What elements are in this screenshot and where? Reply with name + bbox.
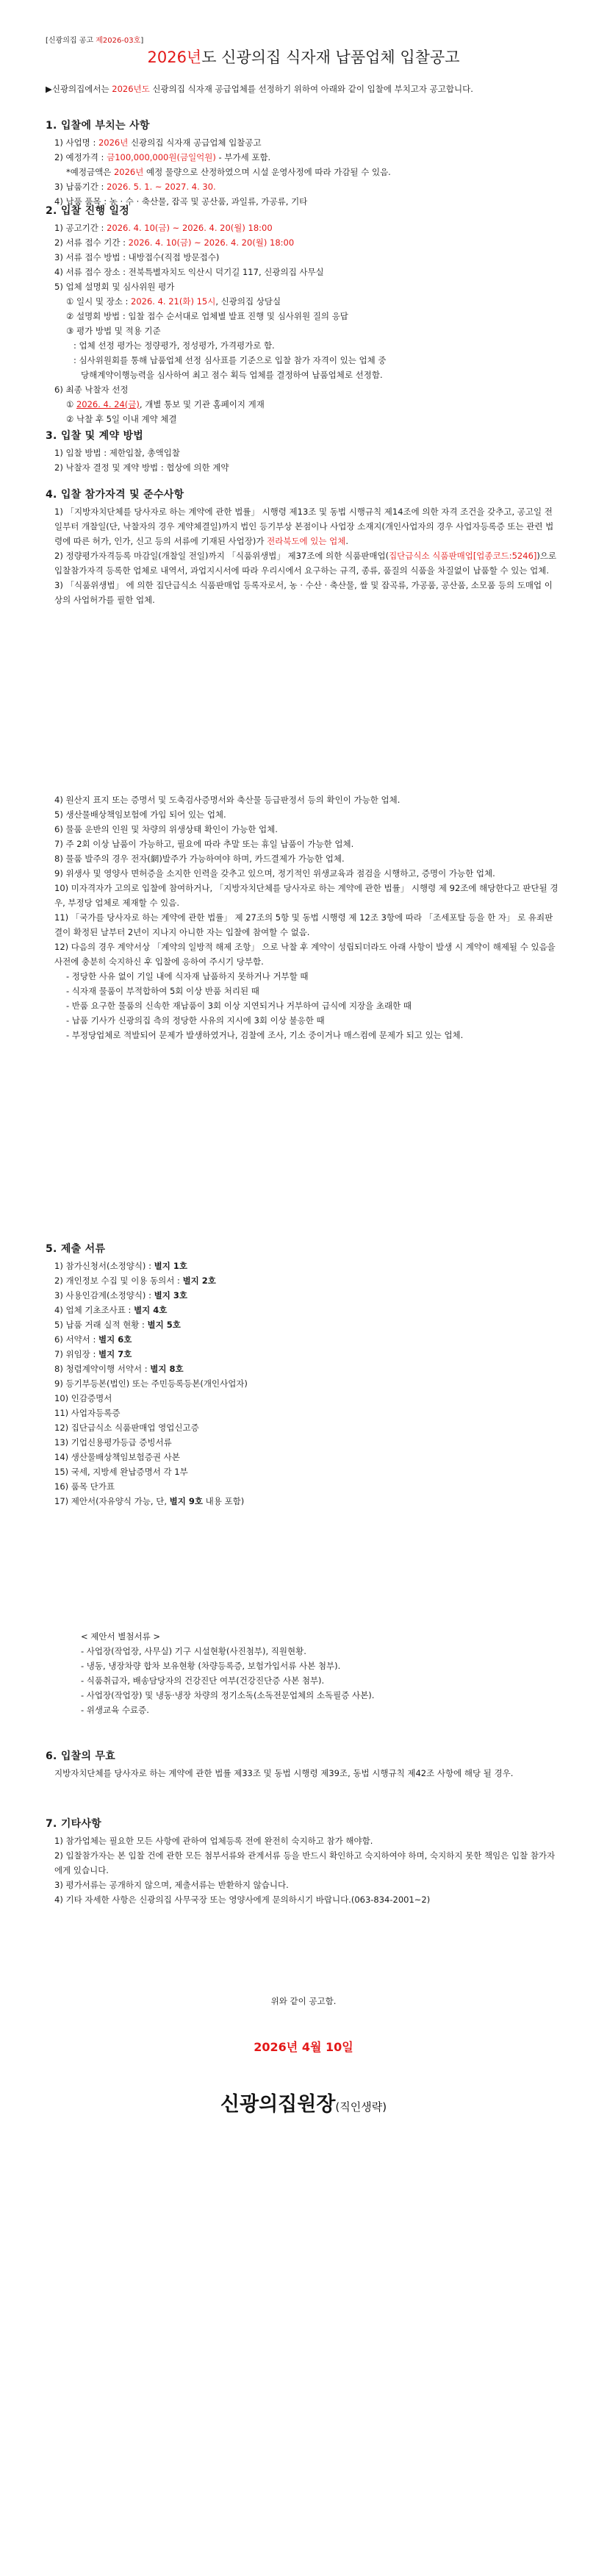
submission-item <box>46 1303 560 1317</box>
submission-item <box>46 1288 560 1303</box>
submission-item <box>46 1450 560 1464</box>
submission-item <box>46 1317 560 1332</box>
submission-item-name: 16) 품목 단가표 <box>54 1481 115 1492</box>
annex-line-5: - 위생교육 수료증. <box>81 1705 149 1715</box>
notice-code-number: 제2026-03호 <box>96 37 141 45</box>
intro-text-a: ▶신광의집에서는 <box>46 84 112 94</box>
submission-item-name: 2) 개인정보 수집 및 이용 동의서 : <box>54 1276 183 1286</box>
s4-para-7: 7) 주 2회 이상 납품이 가능하고, 필요에 따라 추말 또는 휴일 납품이 가능한 업체. <box>54 839 354 849</box>
title-text: 도 신광의집 식자재 납품업체 입찰공고 <box>201 49 460 66</box>
s4-para-3: 3) 「식품위생법」 에 의한 집단급식소 식품판매업 등록자로서, 농 · 수산 · 축산물, 쌀 및 잡곡류, 가공품, 공산품, 소모품 등의 도매업 이상의 사업허가를 필한 업체. <box>54 580 553 605</box>
submission-item <box>46 1362 560 1376</box>
section-title: 2. 입찰 진행 일정 <box>46 205 130 217</box>
submission-item-form: 별지 2호 <box>182 1276 216 1286</box>
s6-para-1: 지방자치단체를 당사자로 하는 계약에 관한 법률 제33조 및 동법 시행령 제39조, 동법 시행규칙 제42조 사항에 해당 될 경우. <box>54 1768 514 1778</box>
annex-block <box>46 1629 560 1717</box>
s7-line-1: 1) 참가업체는 필요한 모든 사항에 관하여 업체등록 전에 완전히 숙지하고 참가 해야함. <box>54 1836 373 1846</box>
section-title: 5. 제출 서류 <box>46 1243 106 1255</box>
s5-line-17 <box>46 1494 560 1509</box>
closing-date: 2026년 4월 10일 <box>254 2040 353 2054</box>
s2-l6-label: ① 일시 및 장소 : <box>66 296 132 307</box>
s4-para-1 <box>46 504 560 548</box>
s2-l6-value: 2026. 4. 21(화) 15시 <box>131 296 216 307</box>
section-6 <box>46 1748 560 1781</box>
signature-name: 신광의집원장 <box>220 2093 336 2116</box>
s2-line-4: 4) 서류 접수 장소 : 전북특별자치도 익산시 덕기길 117, 신광의집 사무실 <box>54 267 324 277</box>
s4-p2-text-a: 2) 정량평가자격등록 마감일(개찰일 전일)까지 「식품위생법」 제37조에 의한 식품판매업( <box>54 551 389 561</box>
s4-p2-highlight: 집단급식소 식품판매업[업종코드:5246] <box>389 551 537 561</box>
submission-item-name: 6) 서약서 : <box>54 1334 98 1345</box>
s7-para-2: 2) 입찰참가자는 본 입찰 건에 관한 모든 첨부서류와 관계서류 등을 반드시 확인하고 숙지하여야 하며, 숙지하지 못한 책임은 입찰 참가자에게 있습니다. <box>54 1850 556 1875</box>
s1-l1-year: 2026년 <box>98 137 129 148</box>
s4-para-12: 12) 다음의 경우 계약서상 「계약의 일방적 해제 조항」 으로 낙찰 후 계약이 성립되더라도 아래 사항이 발생 시 계약이 해제될 수 있음을 사전에 충분히 숙지하신 후 입찰에 응하여 주시기 당부함. <box>54 942 556 967</box>
s1-l3-year: 2026년 <box>113 167 144 177</box>
s4-para-16: - 납품 기사가 신광의집 측의 정당한 사유의 지시에 3회 이상 불응한 때 <box>66 1015 325 1026</box>
submission-item-name: 4) 업체 기초조사표 : <box>54 1305 134 1315</box>
s1-line-2 <box>46 150 560 165</box>
s2-l13-label: ① <box>66 399 76 409</box>
annex-line-3: - 식품취급자, 배송담당자의 건강진단 여부(건강진단증 사본 첨부). <box>81 1675 325 1686</box>
submission-item <box>46 1464 560 1479</box>
s2-l13-text: , 개별 통보 및 기관 홈페이지 게재 <box>139 399 265 409</box>
s4-para-5: 5) 생산물배상책임보험에 가입 되어 있는 업체. <box>54 809 226 820</box>
section-4 <box>46 487 560 607</box>
submission-item-form: 별지 1호 <box>154 1261 187 1271</box>
s4-para-13: - 정당한 사유 없이 기일 내에 식자재 납품하지 못하거나 거부할 때 <box>66 971 309 981</box>
submission-item-name: 13) 기업신용평가등급 증빙서류 <box>54 1437 172 1448</box>
intro-text-c: 신광의집 식자재 공급업체를 선정하기 위하여 아래와 같이 입찰에 부치고자 공고합니다. <box>149 84 473 94</box>
submission-item-name: 8) 청렴계약이행 서약서 : <box>54 1364 151 1374</box>
s2-line-11: 당해계약이행능력을 심사하여 최고 점수 획득 업체를 결정하여 납품업체로 선정함. <box>81 370 383 380</box>
s2-line-14: ② 낙찰 후 5일 이내 계약 체결 <box>66 414 177 424</box>
s2-line-5: 5) 업체 설명회 및 심사위원 평가 <box>54 282 175 292</box>
s1-line-4 <box>46 179 560 194</box>
s2-line-1 <box>46 221 560 235</box>
s2-l2-value: 2026. 4. 10(금) ~ 2026. 4. 20(월) 18:00 <box>128 237 295 248</box>
submission-item-name: 1) 참가신청서(소정양식) : <box>54 1261 154 1271</box>
signature-note: (직인생략) <box>335 2100 387 2114</box>
s5-l17-bold: 별지 9호 <box>169 1496 203 1506</box>
s4-para-8: 8) 물품 발주의 경우 전자(網)발주가 가능하여야 하며, 카드결제가 가능한 업체. <box>54 854 345 864</box>
section-4-continued <box>46 793 560 1042</box>
submission-item-form: 별지 8호 <box>150 1364 184 1374</box>
s2-l1-value: 2026. 4. 10(금) ~ 2026. 4. 20(월) 18:00 <box>107 223 273 233</box>
closing-text: 위와 같이 공고함. <box>270 1996 337 2006</box>
s4-p2-text-b: )으로 입찰참가자격 등록한 업체로 내역서, 과업지시서에 따라 우리시에서 요구하는 규격, 종류, 품질의 식품을 차질없이 납품할 수 있는 업체. <box>54 551 557 576</box>
s4-para-2 <box>46 548 560 578</box>
submission-item <box>46 1332 560 1347</box>
submission-item-name: 12) 집단급식소 식품판매업 영업신고증 <box>54 1423 199 1433</box>
s1-l4-label: 3) 납품기간 : <box>54 182 107 192</box>
s1-l3-label: *예정금액은 <box>66 167 114 177</box>
s3-line-2: 2) 낙찰자 결정 및 계약 방법 : 협상에 의한 계약 <box>54 462 229 473</box>
s2-l1-label: 1) 공고기간 : <box>54 223 107 233</box>
s5-l17-text-a: 17) 제안서(자유양식 가능, 단, <box>54 1496 170 1506</box>
section-title: 7. 기타사항 <box>46 1818 102 1830</box>
submission-item-name: 9) 등기부등본(법인) 또는 주민등록등본(개인사업자) <box>54 1378 248 1389</box>
s1-l2-price: 금100,000,000원(금일억원) <box>107 152 216 162</box>
submission-item <box>46 1347 560 1362</box>
submission-item-form: 별지 6호 <box>98 1334 132 1345</box>
s4-para-15: - 반품 요구한 물품의 신속한 재납품이 3회 이상 지연되거나 거부하여 급식에 지장을 초래한 때 <box>66 1001 412 1011</box>
s2-l6-text: , 신광의집 상담실 <box>215 296 281 307</box>
submission-item-form: 별지 3호 <box>154 1290 187 1300</box>
s4-p1-end: . <box>345 536 349 546</box>
submission-item-form: 별지 4호 <box>134 1305 168 1315</box>
notice-code-prefix: [신광의집 공고 <box>46 37 96 45</box>
submission-item <box>46 1406 560 1420</box>
s7-para-4: 4) 기타 자세한 사항은 신광의집 사무국장 또는 영양사에게 문의하시기 바랍니다.(063-834-2001~2) <box>54 1895 431 1905</box>
submission-item <box>46 1435 560 1450</box>
submission-item <box>46 1376 560 1391</box>
s4-para-11: 11) 「국가를 당사자로 하는 계약에 관한 법률」 제 27조의 5항 및 동법 시행령 제 12조 3항에 따라 「조세포탈 등을 한 자」 로 유죄판결이 확정된 날부터 2년이 지나지 아니한 자는 입찰에 참여할 수 없음. <box>54 912 553 937</box>
annex-line-2: - 냉동, 냉장차량 합차 보유현황 (차량등록증, 보험가입서류 사본 첨부). <box>81 1661 341 1671</box>
s2-line-2 <box>46 235 560 250</box>
s1-line-1 <box>46 135 560 150</box>
section-1 <box>46 118 560 209</box>
annex-line-4: - 사업장(작업장) 및 냉동·냉장 차량의 정기소독(소독전문업체의 소독필증 사본). <box>81 1690 375 1700</box>
intro-year: 2026년도 <box>112 84 150 94</box>
section-title: 1. 입찰에 부치는 사항 <box>46 120 150 132</box>
submission-item-name: 7) 위임장 : <box>54 1349 98 1359</box>
submission-item-name: 11) 사업자등록증 <box>54 1408 121 1418</box>
s4-para-4: 4) 원산지 표지 또는 증명서 및 도축검사증명서와 축산물 등급판정서 등의 확인이 가능한 업체. <box>54 795 401 805</box>
submission-item <box>46 1420 560 1435</box>
s7-line-3: 3) 평가서류는 공개하지 않으며, 제출서류는 반환하지 않습니다. <box>54 1880 289 1890</box>
s2-line-12: 6) 최종 낙찰자 선정 <box>54 384 129 395</box>
annex-title: < 제안서 별첨서류 > <box>81 1631 161 1642</box>
s4-p1-text: 1) 「지방자치단체를 당사자로 하는 계약에 관한 법률」 시행령 제13조 및 동법 시행규칙 제14조에 의한 자격 조건을 갖추고, 공고일 전일부터 개찰일(단, 낙찰자의 경우 계약체결일)까지 법인 등기부상 본점이나 사업장 소재지(개인사업자의 경우 사업자등록증 또는 관련 법령에 따른 허가, 인가, 신고 등의 서류에 기재된 사업장)가 <box>54 507 554 546</box>
s1-l1-text: 신광의집 식자재 공급업체 입찰공고 <box>128 137 262 148</box>
s2-line-3: 3) 서류 접수 방법 : 내방접수(직접 방문접수) <box>54 252 220 262</box>
submission-item <box>46 1391 560 1406</box>
s5-l17-text-c: 내용 포함) <box>202 1496 245 1506</box>
submission-list <box>46 1259 560 1494</box>
s2-line-9: : 업체 선정 평가는 정량평가, 정성평가, 가격평가로 함. <box>73 340 275 351</box>
section-title: 6. 입찰의 무효 <box>46 1750 116 1762</box>
section-3 <box>46 428 560 475</box>
s2-line-7: ② 설명회 방법 : 입찰 접수 순서대로 업체별 발표 진행 및 심사위원 질의 응답 <box>66 311 348 321</box>
submission-item-form: 별지 7호 <box>98 1349 132 1359</box>
s4-para-17: - 부정당업체로 적발되어 문제가 발생하였거나, 검찰에 조사, 기소 중이거나 매스컴에 문제가 되고 있는 업체. <box>66 1030 464 1040</box>
s1-l2-text: - 부가세 포함. <box>215 152 271 162</box>
s1-line-5: 4) 납품 품목 : 농 · 수 · 축산물, 잡곡 및 공산품, 과일류, 가공류, 기타 <box>54 196 308 207</box>
submission-item-name: 3) 사용인감계(소정양식) : <box>54 1290 154 1300</box>
submission-item-form: 별지 5호 <box>147 1320 181 1330</box>
section-5 <box>46 1241 560 1509</box>
submission-item-name: 10) 인감증명서 <box>54 1393 112 1403</box>
notice-code <box>46 34 560 45</box>
submission-item-name: 14) 생산물배상책임보험증권 사본 <box>54 1452 180 1462</box>
section-title: 4. 입찰 참가자격 및 준수사항 <box>46 489 184 501</box>
section-2 <box>46 203 560 426</box>
submission-item <box>46 1273 560 1288</box>
s2-l2-label: 2) 서류 접수 기간 : <box>54 237 129 248</box>
s1-line-3 <box>46 165 560 179</box>
section-title: 3. 입찰 및 계약 방법 <box>46 430 144 442</box>
s1-l1-label: 1) 사업명 : <box>54 137 98 148</box>
s2-line-6 <box>46 294 560 309</box>
s4-para-14: - 식자재 물품이 부적합하여 5회 이상 반품 처리된 때 <box>66 986 259 996</box>
submission-item <box>46 1479 560 1494</box>
s4-para-10: 10) 미자격자가 고의로 입찰에 참여하거나, 「지방자치단체를 당사자로 하는 계약에 관한 법률」 시행령 제 92조에 해당한다고 판단될 경우, 부정당 업체로 제재할 수 있음. <box>54 883 558 908</box>
s1-l2-label: 2) 예정가격 : <box>54 152 107 162</box>
s2-line-13 <box>46 397 560 412</box>
s2-line-8: ③ 평가 방법 및 적용 기준 <box>66 326 161 336</box>
submission-item-name: 15) 국세, 지방세 완납증명서 각 1부 <box>54 1467 188 1477</box>
s4-para-6: 6) 물품 운반의 인원 및 차량의 위생상태 확인이 가능한 업체. <box>54 824 278 834</box>
s2-line-10: : 심사위원회를 통해 납품업체 선정 심사표를 기준으로 입찰 참가 자격이 있는 업체 중 <box>73 355 387 365</box>
s2-l13-date: 2026. 4. 24(금) <box>76 399 140 409</box>
submission-item <box>46 1259 560 1273</box>
s3-line-1: 1) 입찰 방법 : 제한입찰, 총액입찰 <box>54 448 180 458</box>
section-7 <box>46 1816 560 1907</box>
s1-l3-text: 예정 물량으로 산정하였으며 시설 운영사정에 따라 가감될 수 있음. <box>143 167 391 177</box>
page-title <box>0 46 607 68</box>
s1-l4-period: 2026. 5. 1. ~ 2027. 4. 30. <box>107 182 216 192</box>
title-year: 2026년 <box>147 49 202 66</box>
s4-para-9: 9) 위생사 및 영양사 면허증을 소지한 인력을 갖추고 있으며, 정기적인 위생교육과 점검을 시행하고, 증명이 가능한 업체. <box>54 868 495 879</box>
submission-item-name: 5) 납품 거래 실적 현황 : <box>54 1320 148 1330</box>
notice-code-suffix: ] <box>140 37 144 45</box>
s4-p1-highlight: 전라북도에 있는 업체 <box>267 536 346 546</box>
annex-line-1: - 사업장(작업장, 사무실) 기구 시설현황(사진첨부), 직원현황. <box>81 1646 306 1656</box>
intro-paragraph <box>46 82 560 96</box>
signature <box>0 2088 607 2117</box>
